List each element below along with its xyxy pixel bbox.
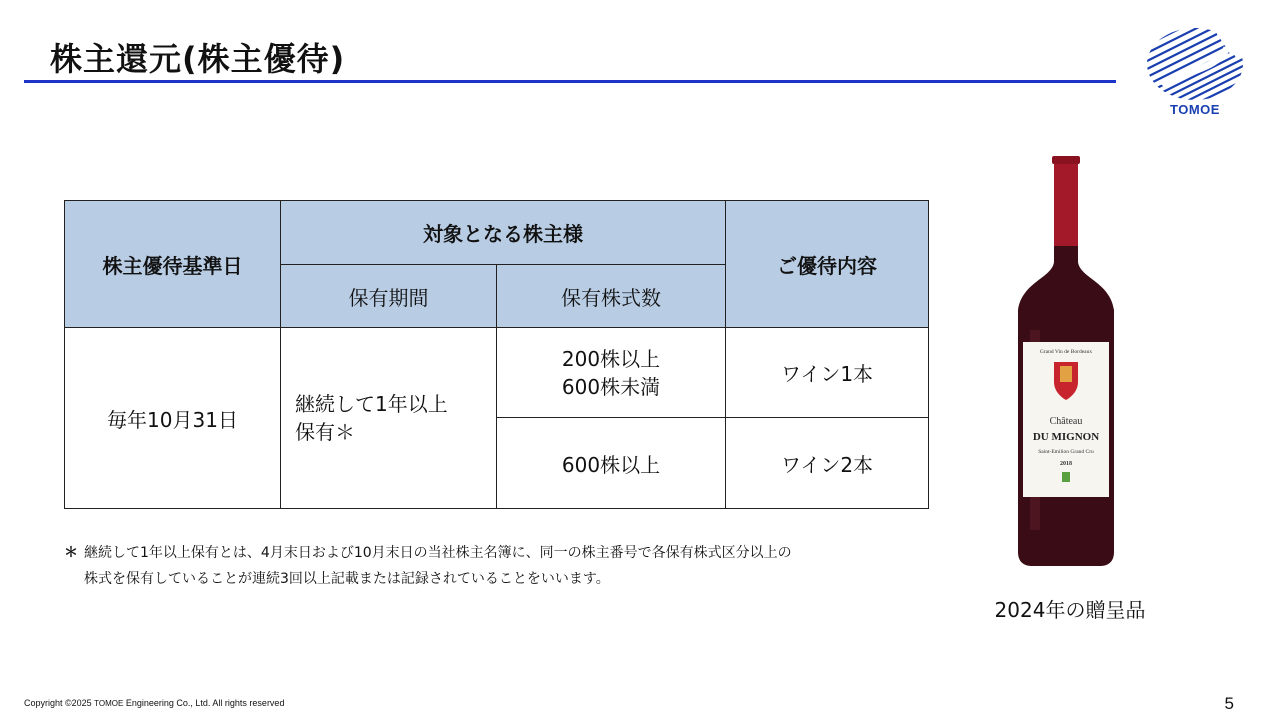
footnote-line2: 株式を保有していることが連続3回以上記載または記録されていることをいいます。: [84, 571, 610, 587]
benefit-cell-tier2: ワイン2本: [726, 418, 929, 509]
logo-text: TOMOE: [1170, 102, 1220, 117]
page-number: 5: [1224, 694, 1234, 713]
shares-cell-tier2: 600株以上: [497, 418, 726, 509]
copyright: [24, 698, 284, 708]
header-record-date: 株主優待基準日: [65, 201, 281, 328]
header-target-shareholders: 対象となる株主様: [281, 201, 726, 265]
company-logo: [1140, 26, 1250, 122]
label-top-text: Grand Vin de Bordeaux: [1039, 349, 1093, 355]
footnote-line1: [64, 540, 792, 566]
shares-cell-tier1: [497, 328, 726, 418]
copyright-brand: TOMOE: [94, 699, 124, 708]
label-name-1: Château: [1049, 416, 1083, 427]
tomoe-logo-icon: [1145, 26, 1245, 102]
shares-tier1-line2: 600株未満: [561, 374, 661, 399]
footnote-text-1: 継続して1年以上保有とは、4月末日および10月末日の当社株主名簿に、同一の株主番号で各保有株式区分以上の: [84, 545, 792, 561]
record-date-cell: 毎年10月31日: [65, 328, 281, 509]
label-vintage: 2018: [1060, 461, 1072, 467]
benefit-table: [64, 200, 929, 509]
shares-tier1-line1: 200株以上: [561, 346, 661, 371]
benefit-cell-tier1: ワイン1本: [726, 328, 929, 418]
gift-caption: 2024年の贈呈品: [994, 598, 1146, 622]
label-name-2: DU MIGNON: [1032, 431, 1100, 443]
holding-period-line1: 継続して1年以上: [295, 392, 448, 416]
holding-period-cell: [281, 328, 497, 509]
footnote: [64, 540, 792, 592]
holding-period-line2: 保有＊: [295, 420, 355, 444]
page-title: 株主還元(株主優待): [50, 40, 346, 78]
footnote-mark: ＊: [64, 545, 78, 561]
organic-badge-icon: [1062, 472, 1070, 482]
copyright-suffix: Engineering Co., Ltd. All rights reserved: [123, 698, 285, 708]
wine-bottle-image: [1010, 150, 1122, 570]
label-appellation: Saint-Emilion Grand Cru: [1038, 449, 1094, 455]
title-underline: [24, 80, 1116, 83]
header-shares-held: 保有株式数: [497, 265, 726, 328]
header-holding-period: 保有期間: [281, 265, 497, 328]
header-benefit: ご優待内容: [726, 201, 929, 328]
copyright-prefix: Copyright ©2025: [24, 698, 95, 708]
